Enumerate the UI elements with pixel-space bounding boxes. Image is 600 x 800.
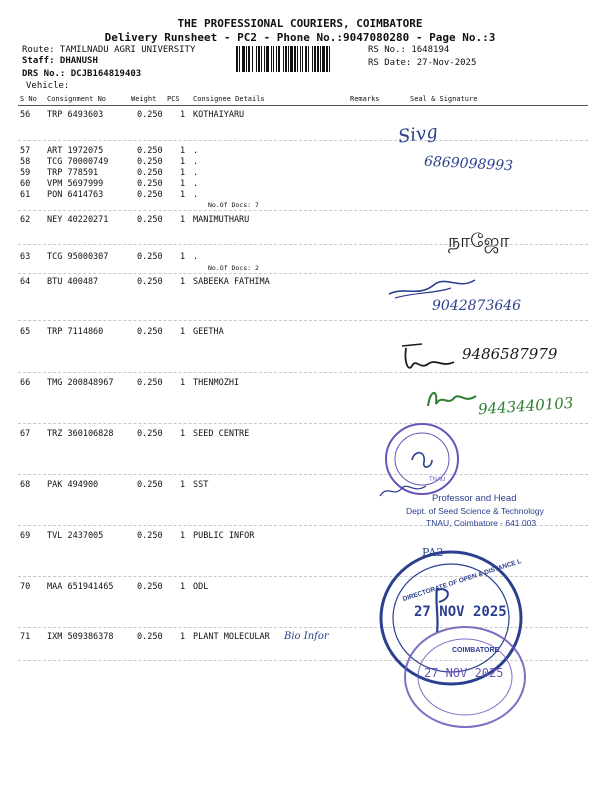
date-stamp-1: 27 NOV 2025 <box>414 604 507 620</box>
col-seal-signature: Seal & Signature <box>410 95 478 103</box>
row-weight: 0.250 <box>137 168 163 178</box>
header-rule <box>18 105 588 106</box>
signature-scribble-68 <box>378 480 428 500</box>
row-consignment: IXM 509386378 <box>47 632 114 642</box>
barcode-bar <box>258 46 260 72</box>
staff-label: Staff: DHANUSH <box>22 56 98 66</box>
row-sno: 66 <box>20 378 31 388</box>
row-pcs: 1 <box>180 327 186 337</box>
row-consignment: VPM 5697999 <box>47 179 104 189</box>
drs-number: DRS No.: DCJB164819403 <box>22 69 142 79</box>
no-of-docs: No.Of Docs: 7 <box>208 201 259 209</box>
barcode-bar <box>317 46 319 72</box>
date-stamp-2: 27 NOV 2025 <box>424 666 504 680</box>
row-pcs: 1 <box>180 277 186 287</box>
row-sno: 69 <box>20 531 31 541</box>
barcode-bar <box>256 46 257 72</box>
route-label: Route: TAMILNADU AGRI UNIVERSITY <box>22 45 196 55</box>
row-consignment: TRP 7114860 <box>47 327 104 337</box>
row-consignee: . <box>193 146 199 156</box>
no-of-docs: No.Of Docs: 2 <box>208 264 259 272</box>
row-pcs: 1 <box>180 215 186 225</box>
barcode-bar <box>322 46 325 72</box>
col-weight: Weight <box>131 95 157 103</box>
barcode-bar <box>288 46 289 72</box>
barcode-bar <box>320 46 321 72</box>
professor-seal-line2: Dept. of Seed Science & Technology <box>406 506 544 516</box>
row-consignment: TMG 200848967 <box>47 378 114 388</box>
rs-number: RS No.: 1648194 <box>368 45 450 55</box>
row-consignee: . <box>193 168 199 178</box>
barcode-bar <box>314 46 316 72</box>
table-row <box>0 531 600 543</box>
phone-handwritten-64: 9042873646 <box>432 298 522 314</box>
table-row <box>0 429 600 441</box>
row-separator <box>18 140 588 141</box>
barcode-bar <box>300 46 301 72</box>
row-pcs: 1 <box>180 252 186 262</box>
row-pcs: 1 <box>180 157 186 167</box>
row-sno: 59 <box>20 168 31 178</box>
row-weight: 0.250 <box>137 252 163 262</box>
signature-row-62: நாஜோ <box>448 230 510 252</box>
row-consignee: SEED CENTRE <box>193 429 250 439</box>
barcode-bar <box>246 46 247 72</box>
barcode <box>236 46 364 72</box>
row-consignment: TCG 70000749 <box>47 157 109 167</box>
barcode-bar <box>252 46 253 72</box>
row-pcs: 1 <box>180 582 186 592</box>
row-separator <box>18 372 588 373</box>
row-weight: 0.250 <box>137 582 163 592</box>
row-pcs: 1 <box>180 146 186 156</box>
barcode-bar <box>261 46 262 72</box>
phone-handwritten-56: 6869098993 <box>423 153 514 175</box>
row-sno: 56 <box>20 110 31 120</box>
table-row <box>0 277 600 289</box>
row-consignment: TRP 778591 <box>47 168 99 178</box>
directorate-seal-text: DIRECTORATE OF OPEN & DISTANCE L <box>401 557 523 604</box>
row-weight: 0.250 <box>137 531 163 541</box>
row-separator <box>18 273 588 274</box>
row-weight: 0.250 <box>137 110 163 120</box>
barcode-bar <box>312 46 313 72</box>
row-separator <box>18 210 588 211</box>
vehicle-label: Vehicle: <box>26 81 70 91</box>
row-pcs: 1 <box>180 168 186 178</box>
row-sno: 65 <box>20 327 31 337</box>
barcode-bar <box>264 46 265 72</box>
table-row <box>0 190 600 202</box>
barcode-bar <box>285 46 287 72</box>
phone-handwritten-66: 9443440103 <box>477 393 574 419</box>
signature-row-56: Sivg <box>396 121 440 148</box>
company-title: THE PROFESSIONAL COURIERS, COIMBATORE <box>177 17 423 30</box>
row-weight: 0.250 <box>137 146 163 156</box>
row-consignee: ODL <box>193 582 209 592</box>
barcode-bar <box>248 46 250 72</box>
row-weight: 0.250 <box>137 327 163 337</box>
runsheet-subtitle: Delivery Runsheet - PC2 - Phone No.:9047080280 - Page No.:3 <box>104 31 496 44</box>
row-consignee: SST <box>193 480 209 490</box>
barcode-bar <box>278 46 280 72</box>
remark-row-71: Bio Infor <box>284 631 329 642</box>
row-consignee: . <box>193 252 199 262</box>
row-weight: 0.250 <box>137 190 163 200</box>
row-separator <box>18 474 588 475</box>
row-pcs: 1 <box>180 378 186 388</box>
barcode-bar <box>326 46 328 72</box>
row-consignee: PUBLIC INFOR <box>193 531 255 541</box>
row-separator <box>18 320 588 321</box>
barcode-bar <box>236 46 238 72</box>
col-consignee: Consignee Details <box>193 95 265 103</box>
row-weight: 0.250 <box>137 157 163 167</box>
row-consignee: . <box>193 190 199 200</box>
col-pcs: PCS <box>167 95 180 103</box>
table-row <box>0 215 600 227</box>
barcode-bar <box>283 46 284 72</box>
row-consignment: TVL 2437005 <box>47 531 104 541</box>
row-consignee: . <box>193 157 199 167</box>
barcode-bar <box>242 46 245 72</box>
barcode-bar <box>329 46 330 72</box>
row-sno: 58 <box>20 157 31 167</box>
row-consignee: PLANT MOLECULAR <box>193 632 270 642</box>
professor-seal-line1: Professor and Head <box>432 493 517 504</box>
row-weight: 0.250 <box>137 632 163 642</box>
table-row <box>0 327 600 339</box>
row-weight: 0.250 <box>137 179 163 189</box>
signature-scribble-66 <box>424 384 480 414</box>
row-weight: 0.250 <box>137 378 163 388</box>
row-consignment: TRP 6493603 <box>47 110 104 120</box>
row-consignment: ART 1972075 <box>47 146 104 156</box>
row-consignee: GEETHA <box>193 327 224 337</box>
row-consignment: TCG 95000307 <box>47 252 109 262</box>
barcode-bar <box>271 46 272 72</box>
row-sno: 61 <box>20 190 31 200</box>
table-row <box>0 252 600 264</box>
row-consignment: PON 6414763 <box>47 190 104 200</box>
row-sno: 67 <box>20 429 31 439</box>
table-row <box>0 480 600 492</box>
row-sno: 68 <box>20 480 31 490</box>
row-consignment: MAA 651941465 <box>47 582 114 592</box>
row-consignee: THENMOZHI <box>193 378 240 388</box>
row-pcs: 1 <box>180 179 186 189</box>
row-consignee: MANIMUTHARU <box>193 215 250 225</box>
row-pcs: 1 <box>180 632 186 642</box>
barcode-bar <box>239 46 240 72</box>
initials-handwritten: PA2 <box>422 546 444 559</box>
signature-scribble-65 <box>398 338 458 378</box>
row-weight: 0.250 <box>137 429 163 439</box>
professor-seal-line3: TNAU, Coimbatore - 641 003 <box>426 518 537 528</box>
barcode-bar <box>294 46 296 72</box>
barcode-bar <box>266 46 269 72</box>
row-consignment: PAK 494900 <box>47 480 99 490</box>
row-pcs: 1 <box>180 480 186 490</box>
row-sno: 71 <box>20 632 31 642</box>
row-consignment: NEY 40220271 <box>47 215 109 225</box>
rs-date: RS Date: 27-Nov-2025 <box>368 58 477 68</box>
barcode-bar <box>305 46 307 72</box>
row-sno: 64 <box>20 277 31 287</box>
barcode-bar <box>273 46 274 72</box>
row-consignee: KOTHAIYARU <box>193 110 245 120</box>
row-sno: 70 <box>20 582 31 592</box>
phone-handwritten-65: 9486587979 <box>462 345 558 363</box>
barcode-bar <box>290 46 293 72</box>
row-separator <box>18 423 588 424</box>
table-row <box>0 110 600 122</box>
row-sno: 57 <box>20 146 31 156</box>
barcode-bar <box>276 46 277 72</box>
row-pcs: 1 <box>180 110 186 120</box>
barcode-bar <box>308 46 309 72</box>
row-consignment: TRZ 360106828 <box>47 429 114 439</box>
row-consignee: SABEEKA FATHIMA <box>193 277 270 287</box>
row-sno: 63 <box>20 252 31 262</box>
row-sno: 62 <box>20 215 31 225</box>
col-sno: S No <box>20 95 37 103</box>
row-pcs: 1 <box>180 190 186 200</box>
col-remarks: Remarks <box>350 95 380 103</box>
tnau-seal-text: TNAU <box>429 477 446 483</box>
row-consignment: BTU 400487 <box>47 277 99 287</box>
row-pcs: 1 <box>180 429 186 439</box>
row-weight: 0.250 <box>137 277 163 287</box>
row-weight: 0.250 <box>137 480 163 490</box>
directorate-city-text: COIMBATORE <box>452 647 500 654</box>
col-consignment: Consignment No <box>47 95 107 103</box>
table-row <box>0 378 600 390</box>
row-consignee: . <box>193 179 199 189</box>
barcode-bar <box>302 46 303 72</box>
barcode-bar <box>297 46 298 72</box>
row-weight: 0.250 <box>137 215 163 225</box>
row-sno: 60 <box>20 179 31 189</box>
row-pcs: 1 <box>180 531 186 541</box>
